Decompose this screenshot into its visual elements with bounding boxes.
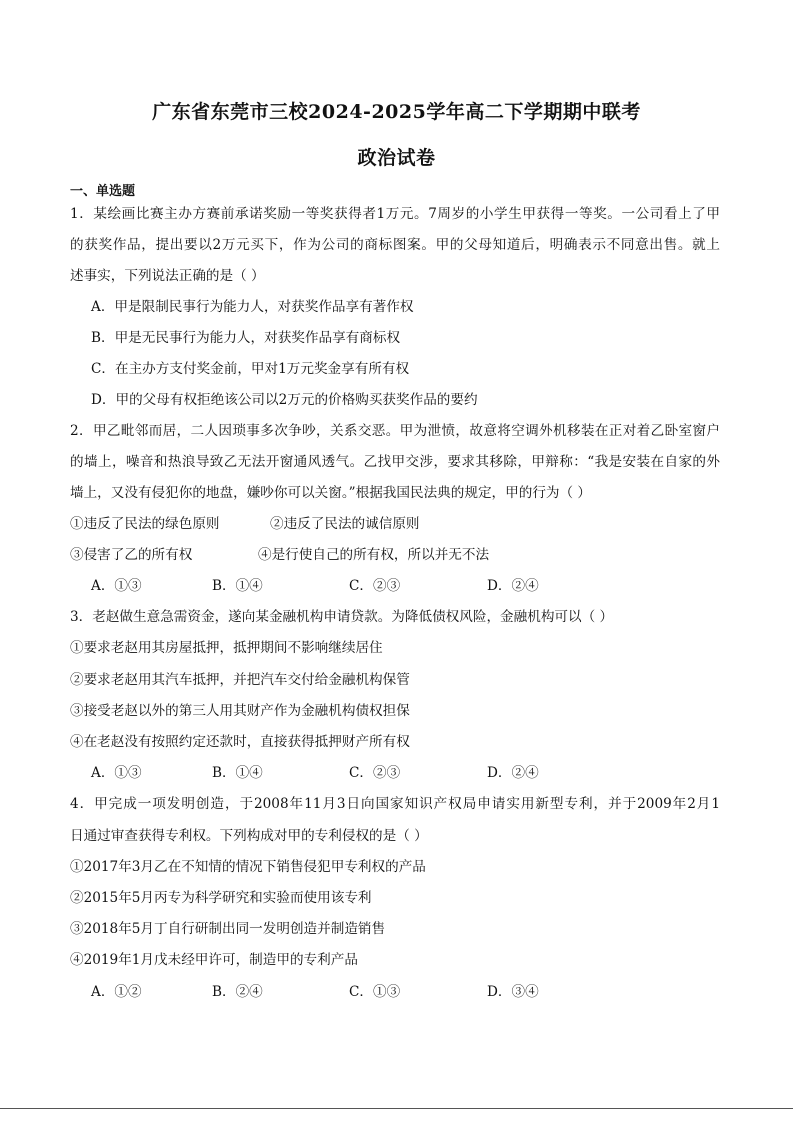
q4-stem-line: 4．甲完成一项发明创造，于2008年11月3日向国家知识产权局申请实用新型专利，并于2009年2月1: [70, 796, 720, 812]
q1-option-a: A．甲是限制民事行为能力人，对获奖作品享有著作权: [91, 299, 414, 315]
q2-choice-d: D．②④: [487, 578, 539, 594]
q1-option-d: D．甲的父母有权拒绝该公司以2万元的价格购买获奖作品的要约: [91, 392, 478, 408]
page-title: 广东省东莞市三校2024-2025学年高二下学期期中联考: [152, 101, 641, 123]
q1-stem-line: 1．某绘画比赛主办方赛前承诺奖励一等奖获得者1万元。7周岁的小学生甲获得一等奖。一公司看上了甲: [70, 206, 720, 222]
q4-choices: [91, 982, 611, 1002]
q3-statement: ③接受老赵以外的第三人用其财产作为金融机构债权担保: [70, 703, 410, 719]
q2-choice-b: B．①④: [212, 578, 263, 594]
q2-statement: ②违反了民法的诚信原则: [270, 516, 420, 532]
q1-option-c: C．在主办方支付奖金前，甲对1万元奖金享有所有权: [91, 361, 410, 377]
page-bottom-divider: [0, 1108, 793, 1109]
q1-stem-line: 述事实，下列说法正确的是（ ）: [70, 268, 265, 284]
q4-choice-c: C．①③: [349, 984, 401, 1000]
q3-statement: ①要求老赵用其房屋抵押，抵押期间不影响继续居住: [70, 640, 383, 656]
q2-choice-a: A．①③: [91, 578, 142, 594]
q3-stem-line: 3．老赵做生意急需资金，遂向某金融机构申请贷款。为降低债权风险，金融机构可以（ ）: [70, 609, 614, 625]
q2-statement: ①违反了民法的绿色原则: [70, 516, 220, 532]
q4-choice-b: B．②④: [212, 984, 263, 1000]
q3-choice-c: C．②③: [349, 765, 401, 781]
q4-statement: ①2017年3月乙在不知情的情况下销售侵犯甲专利权的产品: [70, 859, 426, 875]
q2-stem-line: 墙上，又没有侵犯你的地盘，嫌吵你可以关窗。”根据我国民法典的规定，甲的行为（ ）: [70, 485, 592, 501]
q3-choice-a: A．①③: [91, 765, 142, 781]
q3-choices: [91, 763, 611, 783]
q4-stem-line: 日通过审查获得专利权。下列构成对甲的专利侵权的是（ ）: [70, 828, 428, 844]
page-subtitle: 政治试卷: [357, 147, 436, 169]
q3-statement: ④在老赵没有按照约定还款时，直接获得抵押财产所有权: [70, 734, 410, 750]
q4-statement: ④2019年1月戊未经甲许可，制造甲的专利产品: [70, 952, 358, 968]
q1-option-b: B．甲是无民事行为能力人，对获奖作品享有商标权: [91, 330, 401, 346]
section-title: 一、单选题: [70, 184, 136, 199]
q4-statement: ②2015年5月丙专为科学研究和实验而使用该专利: [70, 890, 372, 906]
q4-statement: ③2018年5月丁自行研制出同一发明创造并制造销售: [70, 921, 386, 937]
q2-stem-line: 2．甲乙毗邻而居，二人因琐事多次争吵，关系交恶。甲为泄愤，故意将空调外机移装在正对着乙卧室窗户: [70, 423, 720, 439]
q2-statement: ④是行使自己的所有权，所以并无不法: [258, 547, 490, 563]
q3-statement: ②要求老赵用其汽车抵押，并把汽车交付给金融机构保管: [70, 672, 410, 688]
q3-choice-b: B．①④: [212, 765, 263, 781]
q1-stem-line: 的获奖作品，提出要以2万元买下，作为公司的商标图案。甲的父母知道后，明确表示不同意出售。就上: [70, 237, 720, 253]
q4-choice-a: A．①②: [91, 984, 142, 1000]
q4-choice-d: D．③④: [487, 984, 539, 1000]
q2-choices: [91, 576, 611, 596]
q2-choice-c: C．②③: [349, 578, 401, 594]
q2-statement: ③侵害了乙的所有权: [70, 547, 193, 563]
q2-stem-line: 的墙上，噪音和热浪导致乙无法开窗通风透气。乙找甲交涉，要求其移除，甲辩称：“我是安装在自家的外: [70, 454, 720, 470]
q3-choice-d: D．②④: [487, 765, 539, 781]
